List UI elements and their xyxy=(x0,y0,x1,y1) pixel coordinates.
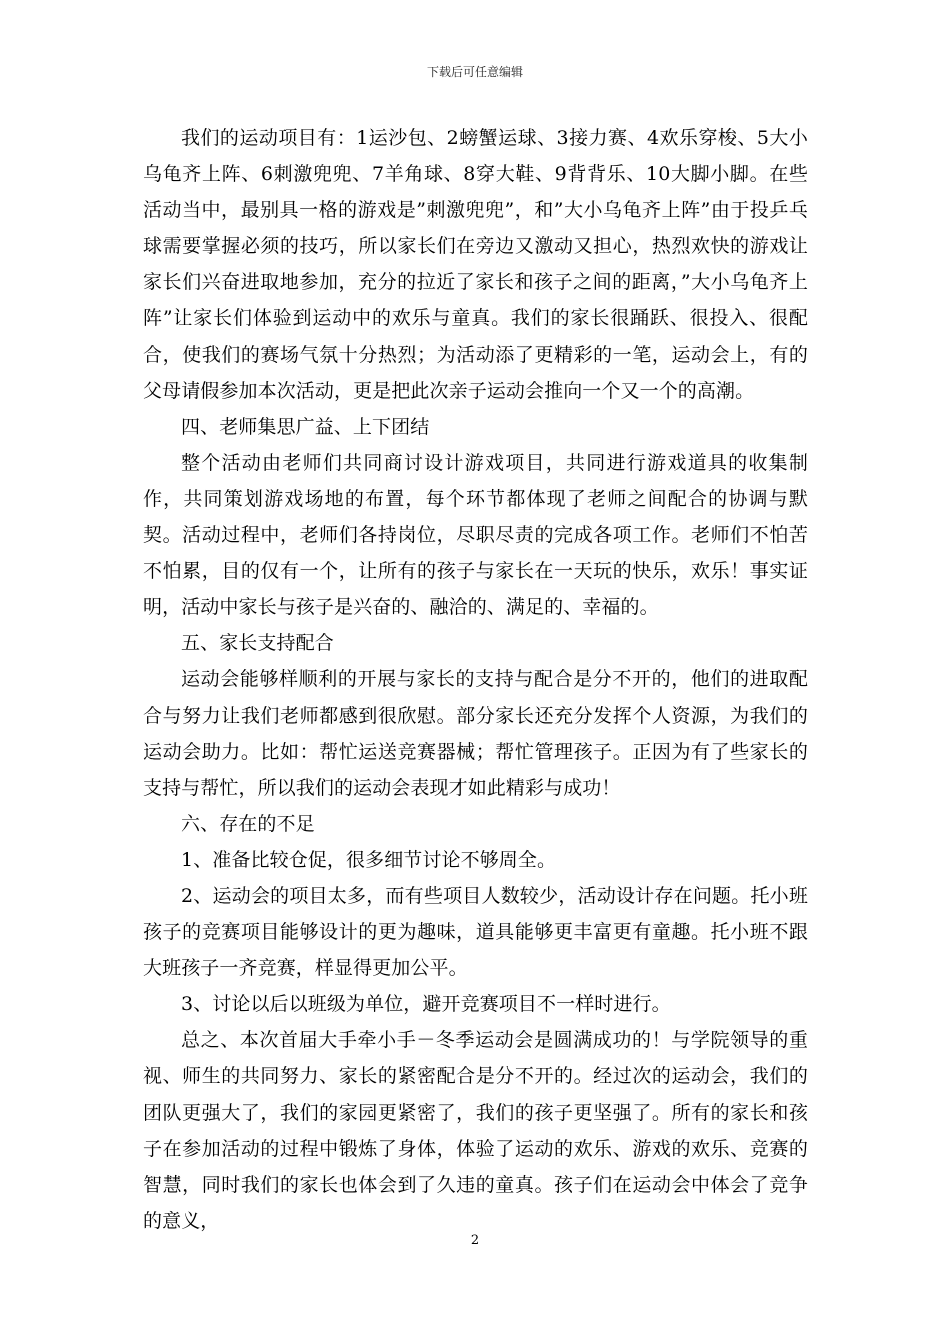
page-number: 2 xyxy=(470,1233,480,1248)
heading-parent-support: 五、家长支持配合 xyxy=(181,632,334,655)
paragraph-sports-events: 我们的运动项目有：1运沙包、2螃蟹运球、3接力赛、4欢乐穿梭、5大小乌龟齐上阵、6刺激兜兜、7羊角球、8穿大鞋、9背背乐、10大脚小脚。在些活动当中，最别具一格的游戏是”刺激兜兜”，和”大小乌龟齐上阵”由于投乒乓球需要掌握必须的技巧，所以家长们在旁边又激动又担心，热烈欢快的游戏让家长们兴奋进取地参加，充分的拉近了家长和孩子之间的距离，”大小乌龟齐上阵”让家长们体验到运动中的欢乐与童真。我们的家长很踊跃、很投入、很配合，使我们的赛场气氛十分热烈；为活动添了更精彩的一笔，运动会上，有的父母请假参加本次活动，更是把此次亲子运动会推向一个又一个的高潮。 xyxy=(143,127,808,402)
paragraph-teachers: 整个活动由老师们共同商讨设计游戏项目，共同进行游戏道具的收集制作，共同策划游戏场地的布置，每个环节都体现了老师之间配合的协调与默契。活动过程中，老师们各持岗位，尽职尽责的完成各项工作。老师们不怕苦不怕累，目的仅有一个，让所有的孩子与家长在一天玩的快乐，欢乐！事实证明，活动中家长与孩子是兴奋的、融洽的、满足的、幸福的。 xyxy=(143,451,808,619)
document-body xyxy=(143,120,808,1239)
shortcoming-item-3: 3、讨论以后以班级为单位，避开竞赛项目不一样时进行。 xyxy=(181,993,671,1016)
shortcoming-item-1: 1、准备比较仓促，很多细节讨论不够周全。 xyxy=(181,848,557,871)
heading-shortcomings: 六、存在的不足 xyxy=(181,812,315,835)
paragraph-parent-support: 运动会能够样顺利的开展与家长的支持与配合是分不开的，他们的进取配合与努力让我们老师都感到很欣慰。部分家长还充分发挥个人资源，为我们的运动会助力。比如：帮忙运送竞赛器械；帮忙管理孩子。正因为有了些家长的支持与帮忙，所以我们的运动会表现才如此精彩与成功！ xyxy=(143,668,808,799)
heading-teachers-unity: 四、老师集思广益、上下团结 xyxy=(181,415,430,438)
paragraph-summary: 总之、本次首届大手牵小手－冬季运动会是圆满成功的！与学院领导的重视、师生的共同努力、家长的紧密配合是分不开的。经过次的运动会，我们的团队更强大了，我们的家园更紧密了，我们的孩子更坚强了。所有的家长和孩子在参加活动的过程中锻炼了身体，体验了运动的欢乐、游戏的欢乐、竞赛的智慧，同时我们的家长也体会到了久违的童真。孩子们在运动会中体会了竞争的意义， xyxy=(143,1029,808,1232)
shortcoming-item-2: 2、运动会的项目太多，而有些项目人数较少，活动设计存在问题。托小班孩子的竞赛项目能够设计的更为趣味，道具能够更丰富更有童趣。托小班不跟大班孩子一齐竞赛，样显得更加公平。 xyxy=(143,884,808,980)
header-note: 下载后可任意编辑 xyxy=(426,65,523,79)
